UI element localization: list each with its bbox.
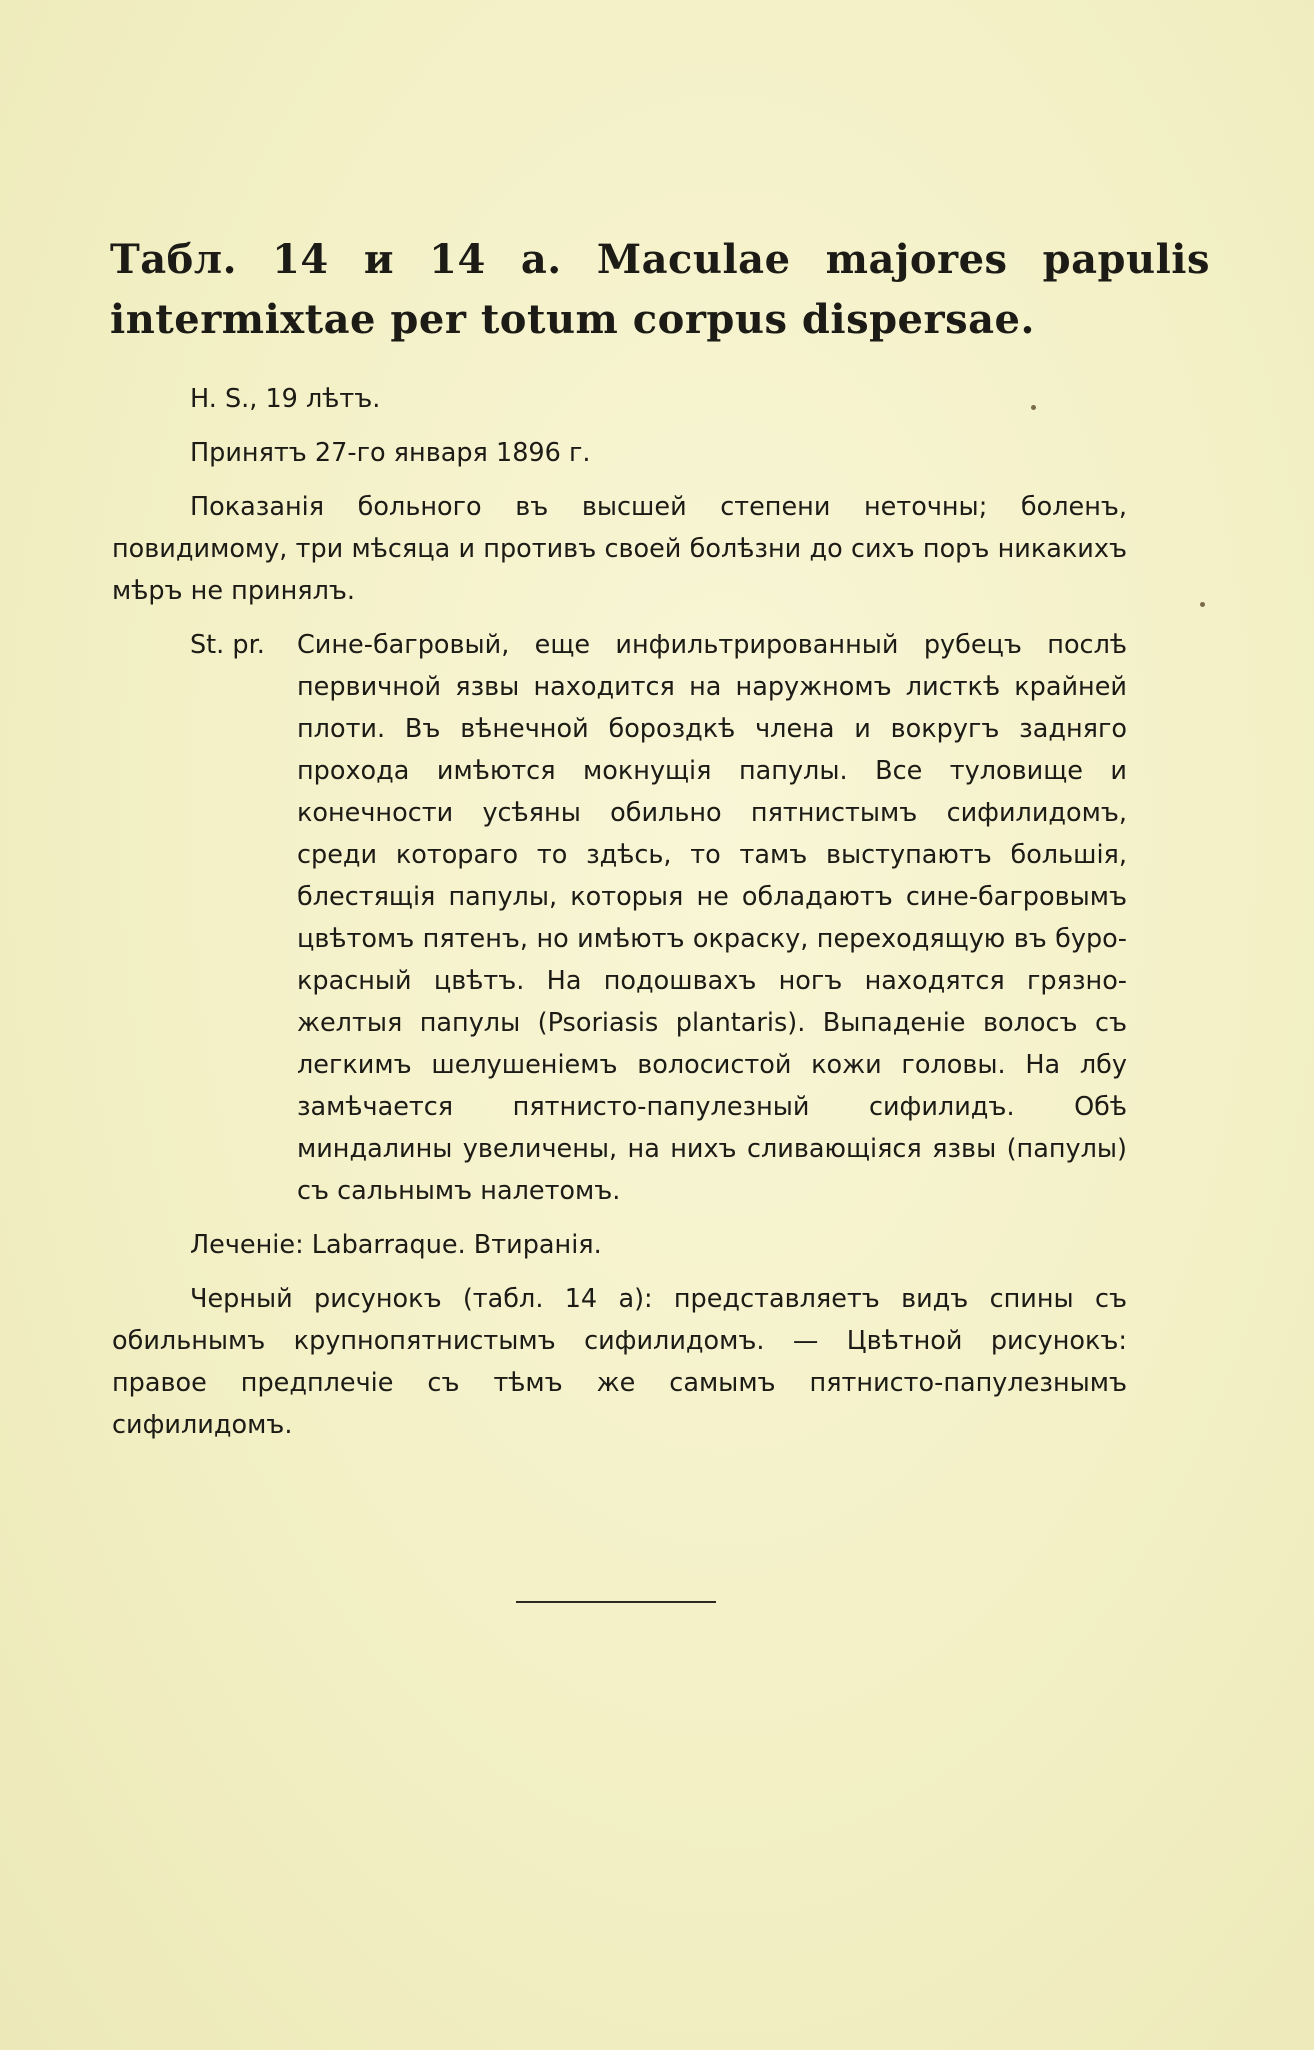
figure-note-paragraph: Черный рисунокъ (табл. 14 a): представляетъ видъ спины съ обильнымъ крупнопятнистымъ сифилидомъ. — Цвѣтной рисунокъ: правое предплечіе съ тѣмъ же самымъ пятнисто-папулезнымъ сифилидомъ. [112,1284,1127,1440]
patient-info: H. S., 19 лѣтъ. [190,384,381,414]
treatment-paragraph: Леченіе: Labarraque. Втиранія. [190,1230,602,1260]
status-text: Сине-багровый, еще инфильтрированный рубецъ послѣ первичной язвы находится на наружномъ листкѣ крайней плоти. Въ вѣнечной бороздкѣ члена и вокругъ задняго прохода имѣются мокнущія папулы. Все туловище и конечности усѣяны обильно пятнистымъ сифилидомъ, среди котораго то здѣсь, то тамъ выступаютъ большія, блестящія папулы, которыя не обладаютъ сине-багровымъ цвѣтомъ пятенъ, но имѣютъ окраску, переходящую въ буро-красный цвѣтъ. На подошвахъ ногъ находятся грязно-желтыя папулы (Psoriasis plantaris). Выпаденіе волосъ съ легкимъ шелушеніемъ волосистой кожи головы. На лбу замѣчается пятнисто-папулезный сифилидъ. Обѣ миндалины увеличены, на нихъ сливающіяся язвы (папулы) съ сальнымъ налетомъ. [297,630,1127,1206]
case-description [112,378,1127,1458]
paper-speck [1031,405,1036,410]
closing-rule [516,1601,716,1603]
status-praesens [112,624,1127,1212]
history-paragraph: Показанія больного въ высшей степени неточны; боленъ, повидимому, три мѣсяца и противъ своей болѣзни до сихъ поръ никакихъ мѣръ не принялъ. [112,492,1127,606]
page-title: Табл. 14 и 14 a. Maculae majores papulis intermixtae per totum corpus dispersae. [110,236,1210,343]
paper-speck [1200,602,1205,607]
status-label: St. pr. [190,630,265,660]
admission-date: Принятъ 27-го января 1896 г. [190,438,591,468]
